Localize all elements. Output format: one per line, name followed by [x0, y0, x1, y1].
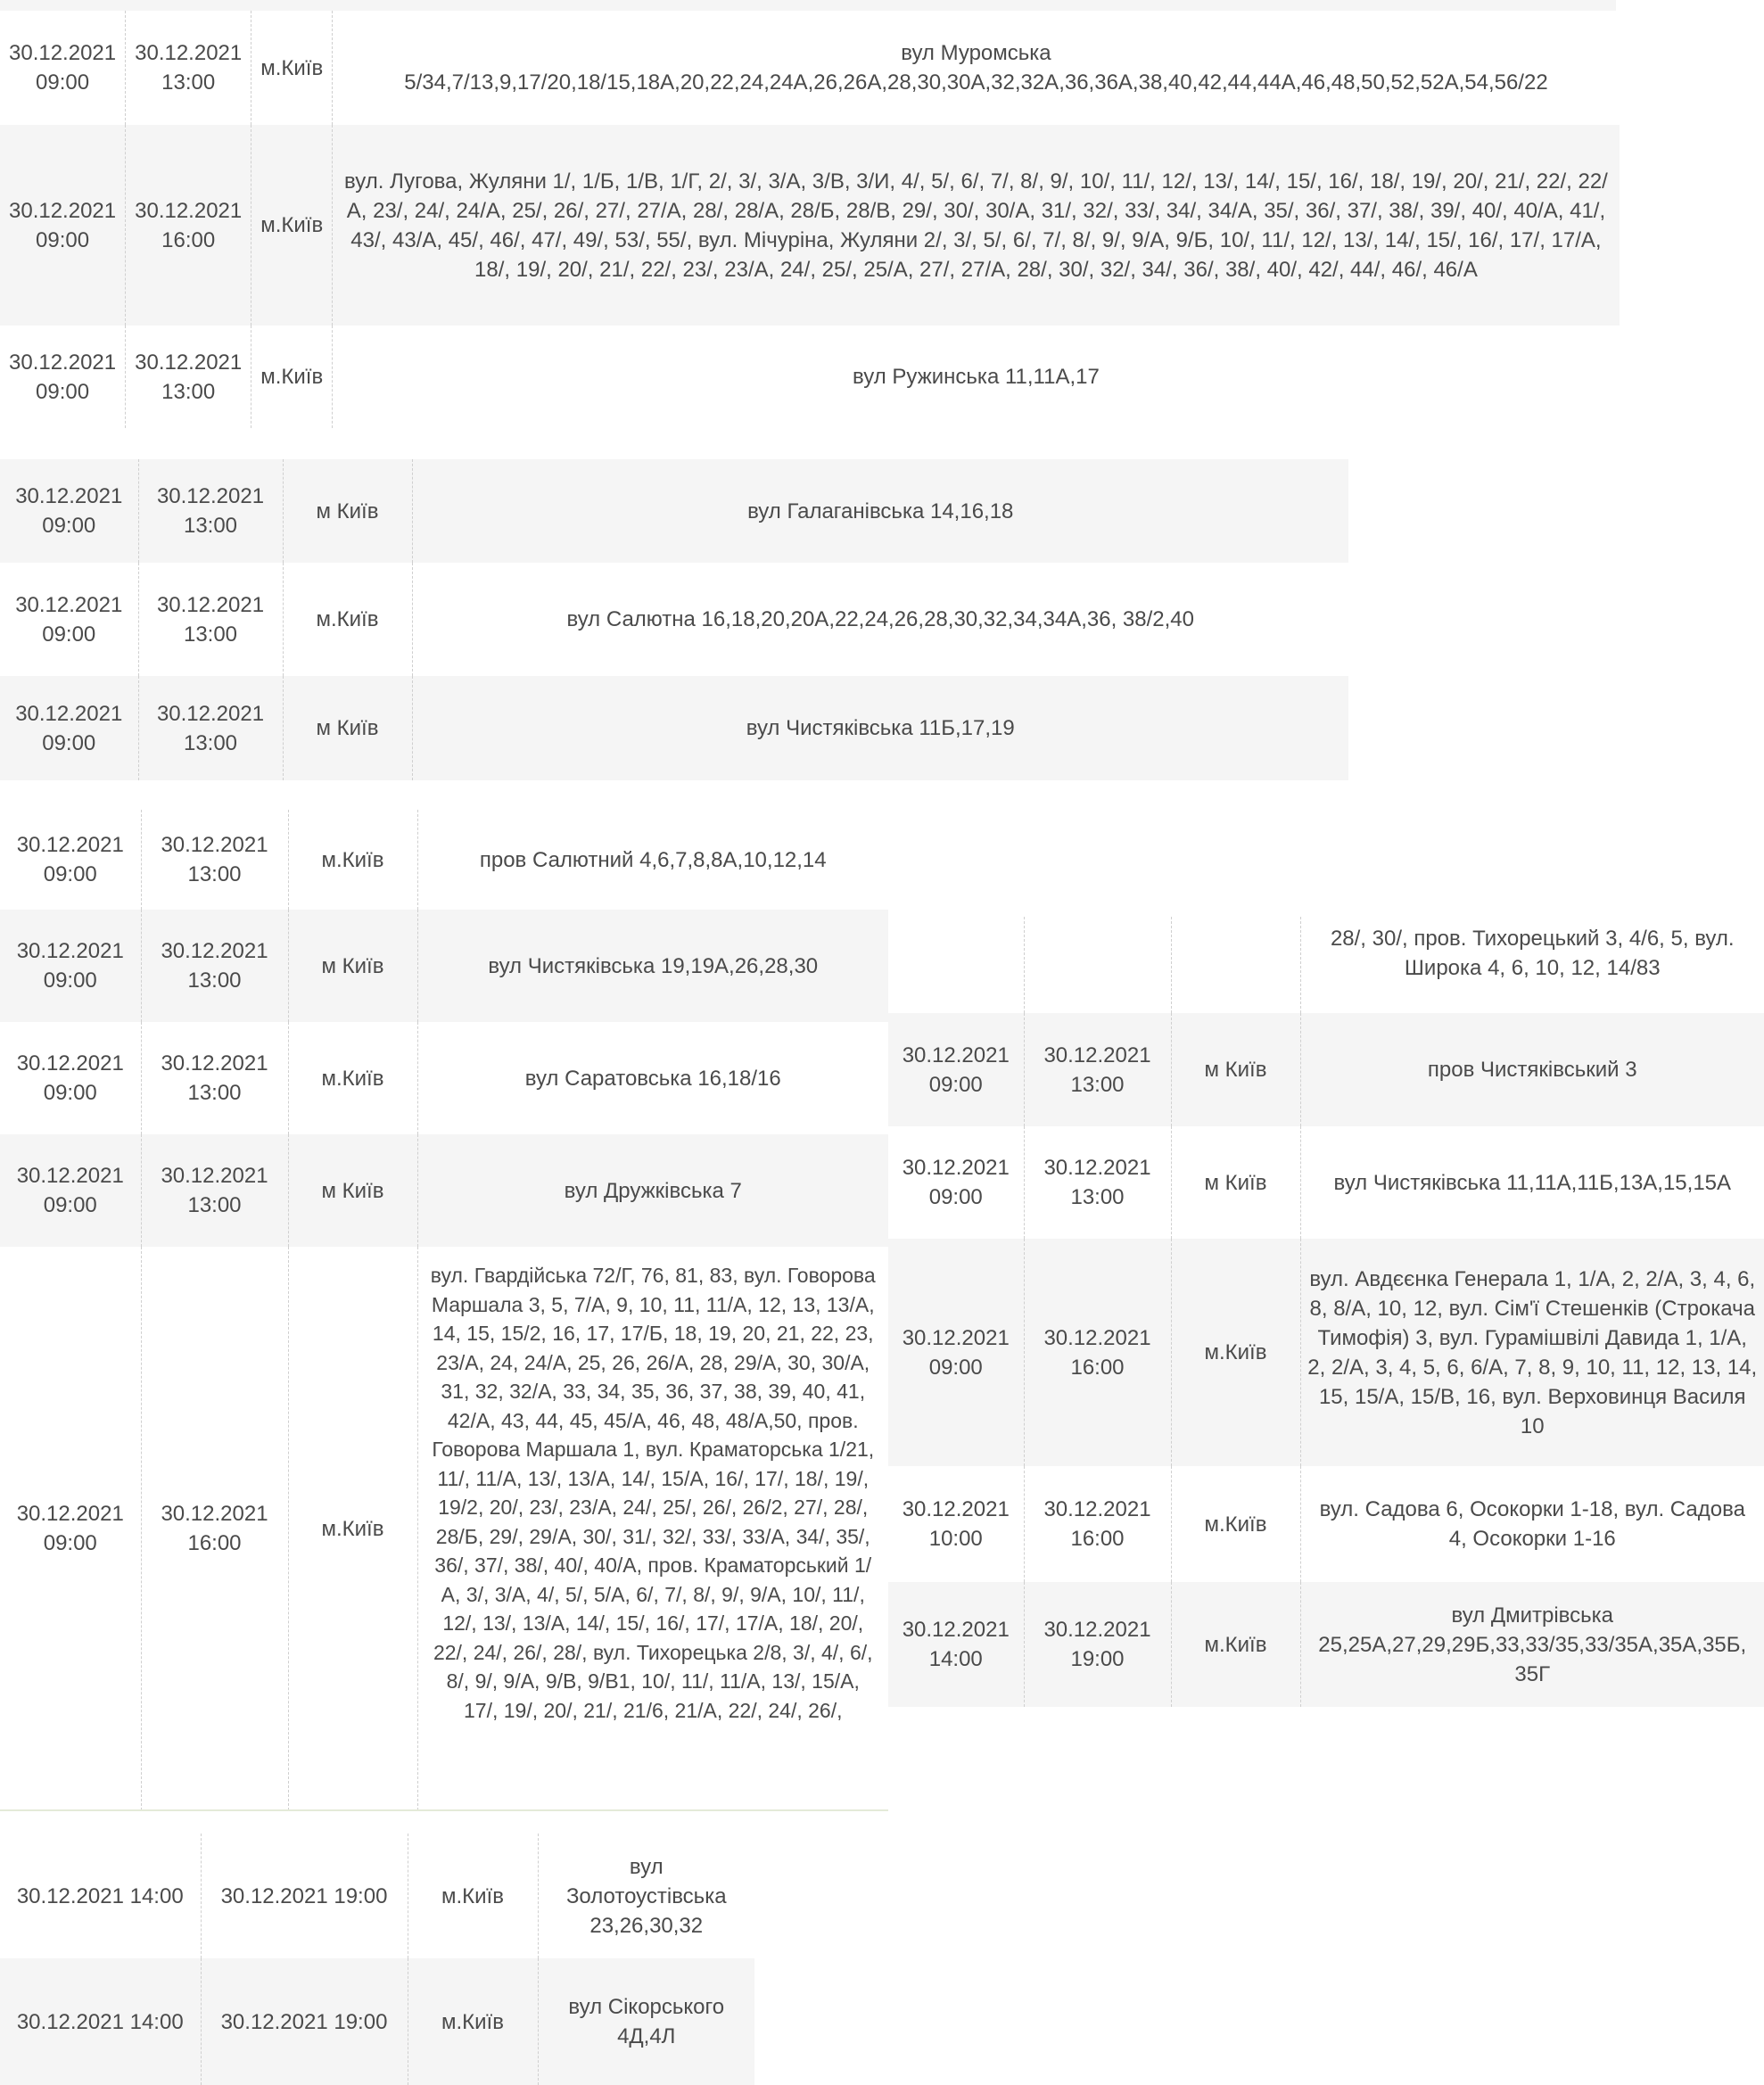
start-cell: 30.12.2021 09:00: [0, 676, 138, 780]
address-cell: вул Дмитрівська 25,25А,27,29,29Б,33,33/35,33/35А,35А,35Б, 35Г: [1300, 1582, 1764, 1707]
outage-table-c: [0, 810, 888, 1810]
outage-table-a: [0, 11, 1620, 428]
end-cell: 30.12.2021 13:00: [1024, 1013, 1171, 1126]
start-cell: 30.12.2021 09:00: [0, 1247, 141, 1810]
start-cell: 30.12.2021 09:00: [888, 1126, 1024, 1239]
city-cell: м.Київ: [408, 1834, 538, 1958]
city-cell: м.Київ: [408, 1958, 538, 2085]
address-cell: вул Дружківська 7: [417, 1134, 888, 1247]
address-cell: вул Саратовська 16,18/16: [524, 1066, 781, 1091]
start-cell: 30.12.2021 09:00: [0, 125, 126, 326]
city-cell: м.Київ: [288, 1247, 417, 1810]
end-cell: 30.12.2021 13:00: [141, 1134, 288, 1247]
address-cell: вул. Авдєєнка Генерала 1, 1/А, 2, 2/А, 3, 4, 6, 8, 8/А, 10, 12, вул. Сім'ї Стешенків (Строкача Тимофія) 3, вул. Гурамішвілі Давида 1, 1/А, 2, 2/А, 3, 4, 5, 6, 6/А, 7, 8, 9, 10, 11, 12, 13, 14, 15, 15/А, 15/В, 16, вул. Верховинця Василя 10: [1300, 1239, 1764, 1466]
start-cell: 30.12.2021 09:00: [0, 810, 141, 910]
city-cell: м Київ: [283, 459, 412, 563]
start-cell: 30.12.2021 09:00: [0, 1134, 141, 1247]
address-cell: вул Галаганівська 14,16,18: [412, 459, 1348, 563]
table-row: [0, 910, 888, 1022]
start-cell: 30.12.2021 09:00: [0, 563, 138, 676]
outage-table-b: [0, 459, 1348, 780]
end-cell: 30.12.2021 13:00: [126, 326, 251, 428]
table-row: [0, 326, 1620, 428]
table-row: [0, 1958, 754, 2085]
city-cell: м Київ: [288, 1134, 417, 1247]
city-cell: м.Київ: [251, 326, 333, 428]
table-row: [888, 1126, 1764, 1239]
address-cell: вул Ружинська 11,11А,17: [853, 365, 1100, 389]
city-cell: м.Київ: [288, 1022, 417, 1134]
end-cell: 30.12.2021 13:00: [141, 910, 288, 1022]
address-cell: пров Салютний 4,6,7,8,8А,10,12,14: [479, 847, 827, 872]
start-cell: 30.12.2021 09:00: [0, 11, 126, 125]
table-row: [888, 1013, 1764, 1126]
end-cell: 30.12.2021 13:00: [141, 810, 288, 910]
city-cell: [1171, 917, 1300, 1013]
start-cell: 30.12.2021 09:00: [0, 910, 141, 1022]
table-row: [0, 1247, 888, 1810]
end-cell: 30.12.2021 16:00: [1024, 1239, 1171, 1466]
end-cell: 30.12.2021 19:00: [201, 1834, 408, 1958]
end-cell: 30.12.2021 13:00: [141, 1022, 288, 1134]
outage-table-d: [888, 917, 1764, 1707]
table-row: [888, 1582, 1764, 1707]
address-cell: вул Чистяківська 19,19А,26,28,30: [417, 910, 888, 1022]
end-cell: 30.12.2021 13:00: [138, 563, 283, 676]
address-cell: вул Салютна 16,18,20,20А,22,24,26,28,30,32,34,34А,36, 38/2,40: [566, 607, 1195, 631]
table-row: [888, 1466, 1764, 1582]
end-cell: 30.12.2021 16:00: [141, 1247, 288, 1810]
city-cell: м Київ: [288, 910, 417, 1022]
city-cell: м.Київ: [283, 563, 412, 676]
city-cell: м Київ: [283, 676, 412, 780]
table-row: [888, 917, 1764, 1013]
table-row: [0, 1134, 888, 1247]
table-row: [0, 563, 1348, 676]
table-row: [0, 676, 1348, 780]
address-cell: вул Чистяківська 11,11А,11Б,13А,15,15А: [1333, 1170, 1732, 1195]
end-cell: 30.12.2021 16:00: [126, 125, 251, 326]
outage-table-e: [0, 1834, 754, 2085]
end-cell: 30.12.2021 13:00: [1024, 1126, 1171, 1239]
city-cell: м Київ: [1171, 1013, 1300, 1126]
start-cell: 30.12.2021 09:00: [888, 1013, 1024, 1126]
start-cell: 30.12.2021 09:00: [0, 1022, 141, 1134]
address-cell: вул Золотоустівська 23,26,30,32: [565, 1854, 727, 1938]
start-cell: 30.12.2021 09:00: [0, 326, 126, 428]
start-cell: 30.12.2021 14:00: [0, 1834, 201, 1958]
address-cell: вул Сікорського 4Д,4Л: [538, 1958, 754, 2085]
address-cell: вул Чистяківська 11Б,17,19: [412, 676, 1348, 780]
address-cell: вул. Садова 6, Осокорки 1-18, вул. Садова 4, Осокорки 1-16: [1319, 1497, 1745, 1551]
table-row: [888, 1239, 1764, 1466]
top-strip: [0, 0, 1616, 11]
city-cell: м.Київ: [1171, 1466, 1300, 1582]
start-cell: 30.12.2021 09:00: [888, 1239, 1024, 1466]
end-cell: 30.12.2021 13:00: [138, 459, 283, 563]
end-cell: 30.12.2021 19:00: [201, 1958, 408, 2085]
city-cell: м.Київ: [251, 125, 333, 326]
city-cell: м.Київ: [251, 11, 333, 125]
start-cell: 30.12.2021 10:00: [888, 1466, 1024, 1582]
end-cell: 30.12.2021 13:00: [126, 11, 251, 125]
city-cell: м Київ: [1171, 1126, 1300, 1239]
start-cell: 30.12.2021 14:00: [888, 1582, 1024, 1707]
start-cell: 30.12.2021 09:00: [0, 459, 138, 563]
address-cell: вул. Гвардійська 72/Г, 76, 81, 83, вул. Говорова Маршала 3, 5, 7/А, 9, 10, 11, 11/А, 12, 13, 13/А, 14, 15, 15/2, 16, 17, 17/Б, 18, 19, 20, 21, 22, 23, 23/А, 24, 24/А, 25, 26, 26/А, 28, 29/А, 30, 30/А, 31, 32, 32/А, 33, 34, 35, 36, 37, 38, 39, 40, 41, 42/А, 43, 44, 45, 45/А, 46, 48, 48/А,50, пров. Говорова Маршала 1, вул. Краматорська 1/21, 11/, 11/А, 13/, 13/А, 14/, 15/А, 16/, 17/, 18/, 19/, 19/2, 20/, 23/, 23/А, 24/, 25/, 26/, 26/2, 27/, 28/, 28/Б, 29/, 29/А, 30/, 31/, 32/, 33/, 33/А, 34/, 35/, 36/, 37/, 38/, 40/, 40/А, пров. Краматорський 1/А, 3/, 3/А, 4/, 5/, 5/А, 6/, 7/, 8/, 9/, 9/А, 10/, 11/, 12/, 13/, 13/А, 14/, 15/, 16/, 17/, 17/А, 18/, 20/, 22/, 24/, 26/, 28/, вул. Тихорецька 2/8, 3/, 4/, 6/, 8/, 9/, 9/А, 9/В, 9/В1, 10/, 11/, 11/А, 13/, 15/А, 17/, 19/, 20/, 21/, 21/6, 21/А, 22/, 24/, 26/,: [430, 1264, 876, 1722]
address-cell: 28/, 30/, пров. Тихорецький 3, 4/6, 5, вул. Широка 4, 6, 10, 12, 14/83: [1330, 927, 1735, 980]
end-cell: 30.12.2021 16:00: [1024, 1466, 1171, 1582]
table-row: [0, 459, 1348, 563]
end-cell: [1024, 917, 1171, 1013]
address-cell: пров Чистяківський 3: [1300, 1013, 1764, 1126]
table-row: [0, 810, 888, 910]
table-row: [0, 11, 1620, 125]
city-cell: м.Київ: [1171, 1582, 1300, 1707]
city-cell: м.Київ: [1171, 1239, 1300, 1466]
table-row: [0, 125, 1620, 326]
address-cell: вул Муромська 5/34,7/13,9,17/20,18/15,18А,20,22,24,24А,26,26А,28,30,30А,32,32А,36,36А,38,40,42,44,44А,46,48,50,52,52А,54,56/22: [404, 41, 1548, 95]
start-cell: [888, 917, 1024, 1013]
table-row: [0, 1834, 754, 1958]
table-row: [0, 1022, 888, 1134]
city-cell: м.Київ: [288, 810, 417, 910]
address-cell: вул. Лугова, Жуляни 1/, 1/Б, 1/В, 1/Г, 2/, 3/, 3/А, 3/В, 3/И, 4/, 5/, 6/, 7/, 8/, 9/, 10/, 11/, 12/, 13/, 14/, 15/, 16/, 18/, 19/, 20/, 21/, 22/, 22/А, 23/, 24/, 24/А, 25/, 26/, 27/, 27/А, 28/, 28/А, 28/Б, 28/В, 29/, 30/, 30/А, 31/, 32/, 33/, 34/, 34/А, 35/, 36/, 37/, 38/, 39/, 40/, 40/А, 41/, 43/, 43/А, 45/, 46/, 47/, 49/, 53/, 55/, вул. Мічуріна, Жуляни 2/, 3/, 5/, 6/, 7/, 8/, 9/, 9/А, 9/Б, 10/, 11/, 12/, 13/, 14/, 15/, 16/, 17/, 17/А, 18/, 19/, 20/, 21/, 22/, 23/, 23/А, 24/, 25/, 25/А, 27/, 27/А, 28/, 30/, 32/, 34/, 36/, 38/, 40/, 42/, 44/, 46/, 46/А: [333, 125, 1620, 326]
end-cell: 30.12.2021 13:00: [138, 676, 283, 780]
divider: [0, 1809, 888, 1811]
start-cell: 30.12.2021 14:00: [0, 1958, 201, 2085]
end-cell: 30.12.2021 19:00: [1024, 1582, 1171, 1707]
